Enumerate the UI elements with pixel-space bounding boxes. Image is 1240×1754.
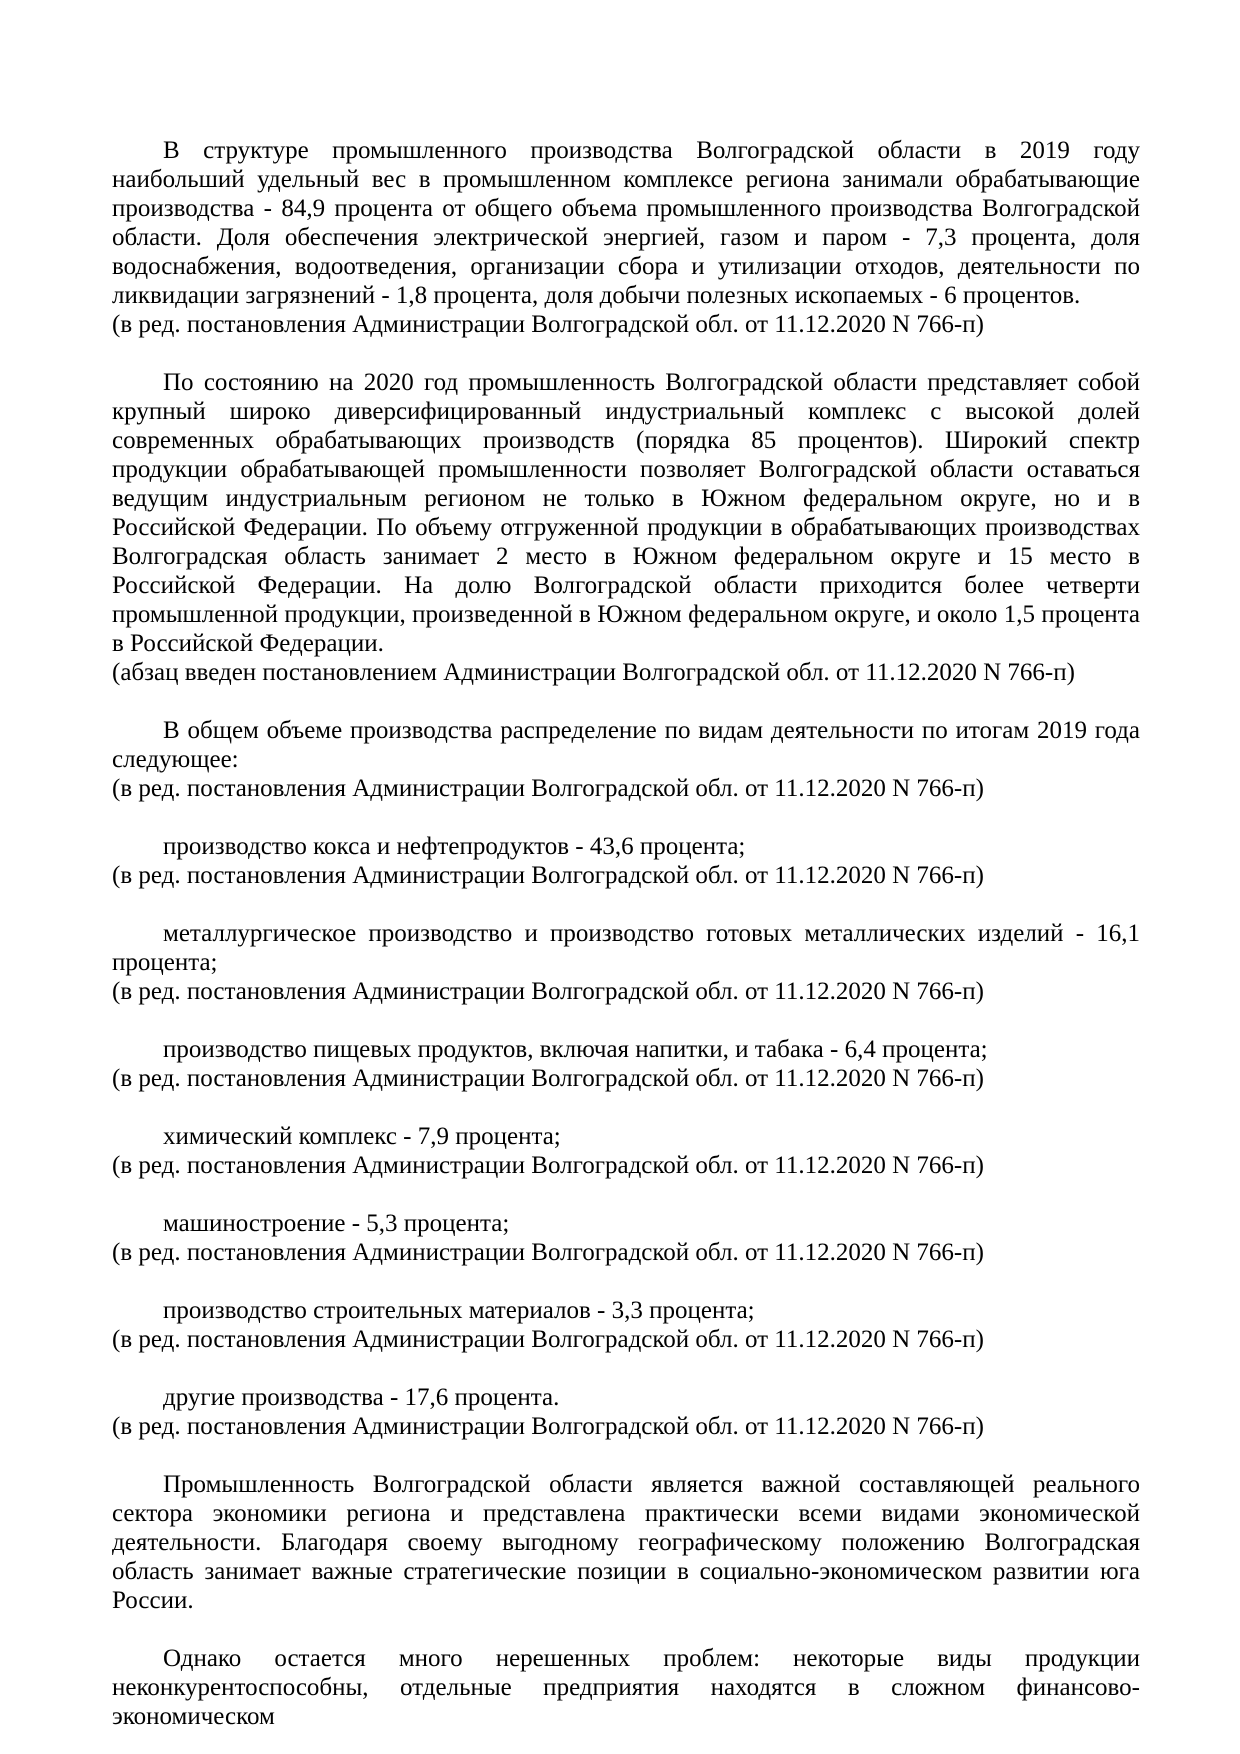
paragraph: В общем объеме производства распределение по видам деятельности по итогам 2019 года следующее: [112,717,1140,773]
paragraph: машиностроение - 5,3 процента; [163,1210,510,1237]
paragraph: производство пищевых продуктов, включая напитки, и табака - 6,4 процента; [163,1036,988,1063]
paragraph: другие производства - 17,6 процента. [163,1384,560,1411]
paragraph: производство кокса и нефтепродуктов - 43,6 процента; [163,833,746,860]
paragraph: металлургическое производство и производство готовых металлических изделий - 16,1 процента; [112,920,1140,976]
paragraph: Однако остается много нерешенных проблем: некоторые виды продукции неконкурентоспособны, отдельные предприятия находятся в сложном финансово-экономическом [112,1645,1140,1730]
amendment-note: (в ред. постановления Администрации Волгоградской обл. от 11.12.2020 N 766-п) [112,311,984,338]
amendment-note: (в ред. постановления Администрации Волгоградской обл. от 11.12.2020 N 766-п) [112,775,984,802]
amendment-note: (абзац введен постановлением Администрации Волгоградской обл. от 11.12.2020 N 766-п) [112,659,1075,686]
paragraph: По состоянию на 2020 год промышленность Волгоградской области представляет собой крупный широко диверсифицированный индустриальный комплекс с высокой долей современных обрабатывающих производств (порядка 85 процентов). Широкий спектр продукции обрабатывающей промышленности позволяет Волгоградской области оставаться ведущим индустриальным регионом не только в Южном федеральном округе, но и в Российской Федерации. По объему отгруженной продукции в обрабатывающих производствах Волгоградская область занимает 2 место в Южном федеральном округе и 15 место в Российской Федерации. На долю Волгоградской области приходится более четверти промышленной продукции, произведенной в Южном федеральном округе, и около 1,5 процента в Российской Федерации. [112,369,1140,657]
paragraph: химический комплекс - 7,9 процента; [163,1123,561,1150]
amendment-note: (в ред. постановления Администрации Волгоградской обл. от 11.12.2020 N 766-п) [112,1239,984,1266]
document-body [112,136,1140,1731]
amendment-note: (в ред. постановления Администрации Волгоградской обл. от 11.12.2020 N 766-п) [112,1152,984,1179]
paragraph: В структуре промышленного производства Волгоградской области в 2019 году наибольший удельный вес в промышленном комплексе региона занимали обрабатывающие производства - 84,9 процента от общего объема промышленного производства Волгоградской области. Доля обеспечения электрической энергией, газом и паром - 7,3 процента, доля водоснабжения, водоотведения, организации сбора и утилизации отходов, деятельности по ликвидации загрязнений - 1,8 процента, доля добычи полезных ископаемых - 6 процентов. [112,137,1140,309]
amendment-note: (в ред. постановления Администрации Волгоградской обл. от 11.12.2020 N 766-п) [112,1413,984,1440]
amendment-note: (в ред. постановления Администрации Волгоградской обл. от 11.12.2020 N 766-п) [112,862,984,889]
paragraph: Промышленность Волгоградской области является важной составляющей реального сектора экономики региона и представлена практически всеми видами экономической деятельности. Благодаря своему выгодному географическому положению Волгоградская область занимает важные стратегические позиции в социально-экономическом развитии юга России. [112,1471,1140,1614]
amendment-note: (в ред. постановления Администрации Волгоградской обл. от 11.12.2020 N 766-п) [112,978,984,1005]
amendment-note: (в ред. постановления Администрации Волгоградской обл. от 11.12.2020 N 766-п) [112,1326,984,1353]
paragraph: производство строительных материалов - 3,3 процента; [163,1297,755,1324]
amendment-note: (в ред. постановления Администрации Волгоградской обл. от 11.12.2020 N 766-п) [112,1065,984,1092]
